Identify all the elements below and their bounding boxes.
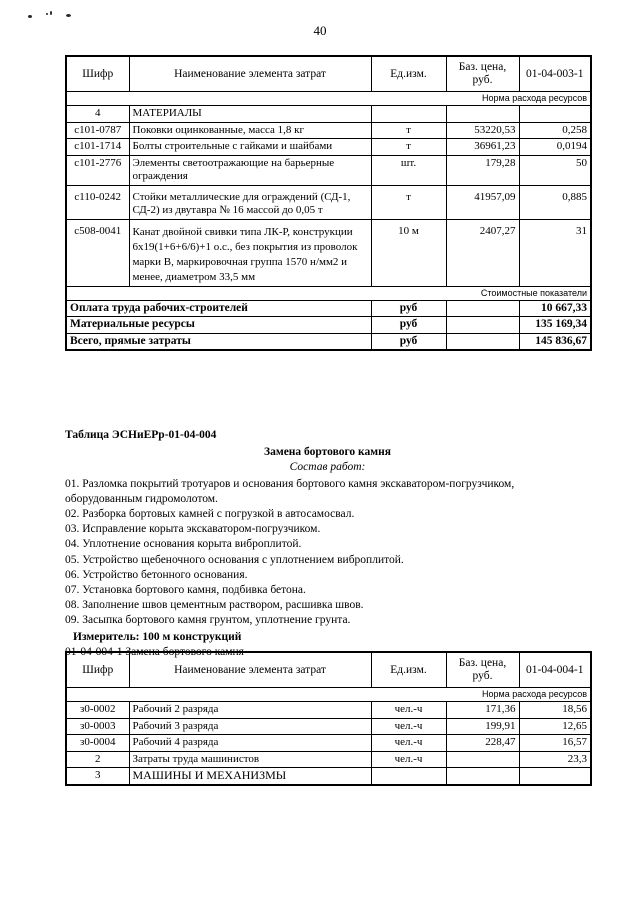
- cell-code: з0-0004: [66, 735, 129, 752]
- band-norm-label: Норма расхода ресурсов: [66, 92, 591, 106]
- cell-unit: [371, 106, 446, 123]
- list-item: 06. Устройство бетонного основания.: [65, 568, 248, 581]
- cell-price: [446, 751, 519, 768]
- cell-price: 2407,27: [446, 219, 519, 286]
- header-norm-code: 01-04-003-1: [519, 56, 591, 92]
- cell-code: 2: [66, 751, 129, 768]
- cell-code: с101-1714: [66, 139, 129, 156]
- cell-total-name: Материальные ресурсы: [66, 317, 371, 334]
- cell-total-name: Всего, прямые затраты: [66, 333, 371, 350]
- cell-norm: 50: [519, 155, 591, 185]
- table-2: [65, 651, 592, 786]
- cell-total-norm: 145 836,67: [519, 333, 591, 350]
- cell-total-price: [446, 317, 519, 334]
- cell-name: Болты строительные с гайками и шайбами: [129, 139, 371, 156]
- page-number: 40: [313, 23, 327, 38]
- cell-code: 4: [66, 106, 129, 123]
- list-item: 03. Исправление корыта экскаватором-погрузчиком.: [65, 523, 321, 536]
- table-row: [66, 139, 591, 156]
- cell-total-unit: руб: [371, 317, 446, 334]
- header-price: [446, 56, 519, 92]
- header-price-line1: Баз. цена,: [458, 61, 507, 73]
- cell-name: Рабочий 4 разряда: [129, 735, 371, 752]
- cell-name: Канат двойной свивки типа ЛК-Р, конструкции 6х19(1+6+6/6)+1 о.с., без покрытия из проволок марки В, маркировочная группа 1570 н/мм2 и менее, диаметром 33,5 мм: [129, 219, 371, 286]
- list-item: 02. Разборка бортовых камней с погрузкой в автосамосвал.: [65, 508, 355, 521]
- table-row: [66, 219, 591, 286]
- list-item: 05. Устройство щебеночного основания с уплотнением виброплитой.: [65, 553, 404, 566]
- cell-unit: т: [371, 139, 446, 156]
- cell-code: с110-0242: [66, 185, 129, 219]
- subcode-label: 01-04-004-1 Замена бортового камня: [65, 645, 244, 658]
- cell-total-price: [446, 333, 519, 350]
- cell-name: МАТЕРИАЛЫ: [129, 106, 371, 123]
- work-list: [65, 477, 590, 629]
- cell-code: с101-0787: [66, 122, 129, 139]
- header-price: [446, 652, 519, 688]
- cell-price: 53220,53: [446, 122, 519, 139]
- header-unit: Ед.изм.: [371, 652, 446, 688]
- cell-code: 3: [66, 768, 129, 785]
- table-row-total: [66, 333, 591, 350]
- table-2-band-norm-row: [66, 688, 591, 702]
- cell-unit: чел.-ч: [371, 718, 446, 735]
- cell-unit: шт.: [371, 155, 446, 185]
- cell-name: Рабочий 2 разряда: [129, 702, 371, 719]
- table-row: [66, 702, 591, 719]
- cell-price: [446, 106, 519, 123]
- table-row: [66, 155, 591, 185]
- cell-name: Рабочий 3 разряда: [129, 718, 371, 735]
- cell-norm: 23,3: [519, 751, 591, 768]
- list-item: 09. Засыпка бортового камня грунтом, уплотнение грунта.: [65, 614, 351, 627]
- cell-norm: [519, 106, 591, 123]
- works-description-section: [65, 428, 590, 660]
- cell-norm: 16,57: [519, 735, 591, 752]
- cell-unit: чел.-ч: [371, 735, 446, 752]
- cell-norm: 31: [519, 219, 591, 286]
- list-item: 07. Установка бортового камня, подбивка бетона.: [65, 584, 306, 597]
- cell-name: Поковки оцинкованные, масса 1,8 кг: [129, 122, 371, 139]
- cell-price: 199,91: [446, 718, 519, 735]
- table-row: [66, 106, 591, 123]
- cell-total-norm: 135 169,34: [519, 317, 591, 334]
- scan-speckles: [28, 10, 98, 22]
- cell-code: з0-0003: [66, 718, 129, 735]
- header-code: Шифр: [66, 56, 129, 92]
- header-unit: Ед.изм.: [371, 56, 446, 92]
- cell-price: 41957,09: [446, 185, 519, 219]
- table-1-band-cost-row: [66, 286, 591, 300]
- header-name: Наименование элемента затрат: [129, 652, 371, 688]
- table-1-header-row: [66, 56, 591, 92]
- cell-name: Элементы светоотражающие на барьерные ограждения: [129, 155, 371, 185]
- table-1: [65, 55, 592, 351]
- header-price-line2: руб.: [472, 74, 493, 86]
- header-price-line1: Баз. цена,: [458, 657, 507, 669]
- cell-code: з0-0002: [66, 702, 129, 719]
- sostav-label: Состав работ:: [289, 461, 366, 474]
- cell-price: 36961,23: [446, 139, 519, 156]
- cell-price: 228,47: [446, 735, 519, 752]
- cell-unit: 10 м: [371, 219, 446, 286]
- cell-norm: 0,0194: [519, 139, 591, 156]
- cell-name: Стойки металлические для ограждений (СД-1, СД-2) из двутавра № 16 массой до 0,05 т: [129, 185, 371, 219]
- cell-total-unit: руб: [371, 300, 446, 317]
- cell-norm: 12,65: [519, 718, 591, 735]
- izmeritel-label: Измеритель: 100 м конструкций: [73, 630, 242, 643]
- table-2-header-row: [66, 652, 591, 688]
- cell-name: Затраты труда машинистов: [129, 751, 371, 768]
- resource-table-01-04-003-1: [65, 55, 590, 351]
- cell-price: 171,36: [446, 702, 519, 719]
- header-price-line2: руб.: [472, 670, 493, 682]
- table-row: [66, 735, 591, 752]
- list-item: 08. Заполнение швов цементным раствором, расшивка швов.: [65, 599, 364, 612]
- resource-table-01-04-004-1: [65, 651, 590, 786]
- list-item: 01. Разломка покрытий тротуаров и основания бортового камня экскаватором-погрузчиком, оборудованным гидромолотом.: [65, 477, 515, 505]
- cell-unit: [371, 768, 446, 785]
- cell-code: с508-0041: [66, 219, 129, 286]
- list-item: 04. Уплотнение основания корыта виброплитой.: [65, 538, 302, 551]
- table-row: [66, 185, 591, 219]
- cell-unit: чел.-ч: [371, 702, 446, 719]
- cell-total-norm: 10 667,33: [519, 300, 591, 317]
- cell-price: 179,28: [446, 155, 519, 185]
- table-row: [66, 751, 591, 768]
- cell-name: МАШИНЫ И МЕХАНИЗМЫ: [129, 768, 371, 785]
- table-row: [66, 718, 591, 735]
- cell-price: [446, 768, 519, 785]
- band-cost-label: Стоимостные показатели: [66, 286, 591, 300]
- cell-code: с101-2776: [66, 155, 129, 185]
- table-1-band-norm-row: [66, 92, 591, 106]
- cell-norm: 0,258: [519, 122, 591, 139]
- cell-total-unit: руб: [371, 333, 446, 350]
- table-label: Таблица ЭСНиЕРр-01-04-004: [65, 429, 217, 441]
- table-row: [66, 768, 591, 785]
- cell-unit: т: [371, 185, 446, 219]
- cell-total-name: Оплата труда рабочих-строителей: [66, 300, 371, 317]
- table-row-total: [66, 300, 591, 317]
- table-row-total: [66, 317, 591, 334]
- header-code: Шифр: [66, 652, 129, 688]
- cell-norm: 18,56: [519, 702, 591, 719]
- band-norm-label: Норма расхода ресурсов: [66, 688, 591, 702]
- cell-unit: т: [371, 122, 446, 139]
- table-row: [66, 122, 591, 139]
- work-title: Замена бортового камня: [264, 446, 391, 459]
- header-norm-code: 01-04-004-1: [519, 652, 591, 688]
- header-name: Наименование элемента затрат: [129, 56, 371, 92]
- cell-norm: [519, 768, 591, 785]
- cell-unit: чел.-ч: [371, 751, 446, 768]
- cell-norm: 0,885: [519, 185, 591, 219]
- cell-total-price: [446, 300, 519, 317]
